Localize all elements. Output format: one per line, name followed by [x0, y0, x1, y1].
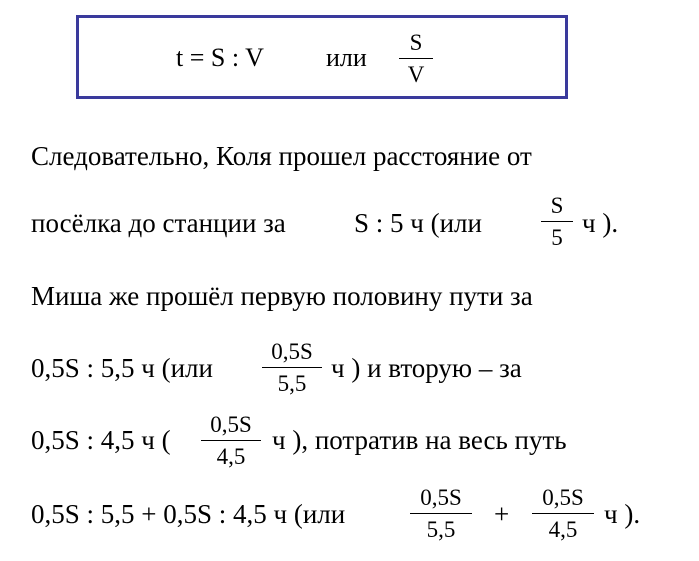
fraction-numerator: 0,5S [420, 485, 462, 510]
text-line-6-start: 0,5S : 5,5 + 0,5S : 4,5 ч (или [31, 499, 346, 529]
fraction-denominator: 5,5 [426, 517, 456, 542]
fraction-numerator: 0,5S [542, 485, 584, 510]
formula-box [76, 15, 568, 99]
line-6-fraction-2 [532, 485, 594, 543]
line-4-fraction [262, 339, 322, 397]
text-line-6-end: ч ). [604, 499, 641, 529]
plus-sign: + [494, 499, 510, 529]
fraction-denominator: 4,5 [548, 517, 578, 542]
text-line-2-start: посёлка до станции за [31, 208, 286, 238]
fraction-bar [399, 58, 433, 59]
fraction-numerator: S [409, 30, 423, 55]
text-line-2-expr: S : 5 ч (или [354, 208, 482, 238]
text-line-3: Миша же прошёл первую половину пути за [31, 281, 533, 311]
fraction-denominator: 4,5 [216, 444, 246, 469]
fraction-bar [201, 440, 261, 441]
fraction-bar [410, 513, 472, 514]
text-line-5-end: ч ), потратив на весь путь [272, 425, 567, 455]
fraction-denominator: 5 [551, 225, 563, 250]
text-line-4-start: 0,5S : 5,5 ч (или [31, 353, 213, 383]
fraction-bar [262, 367, 322, 368]
text-line-2-end: ч ). [582, 208, 619, 238]
line-5-fraction [201, 412, 261, 470]
line-6-fraction-1 [410, 485, 472, 543]
formula-or-word: или [326, 43, 367, 72]
text-line-5-start: 0,5S : 4,5 ч ( [31, 425, 171, 455]
formula-expression: t = S : V [176, 43, 264, 72]
fraction-denominator: V [407, 62, 425, 87]
fraction-denominator: 5,5 [277, 371, 307, 396]
fraction-numerator: S [550, 193, 564, 218]
fraction-numerator: 0,5S [210, 412, 252, 437]
fraction-bar [532, 513, 594, 514]
line-2-fraction [541, 193, 573, 251]
text-line-4-end: ч ) и вторую – за [331, 353, 522, 383]
fraction-bar [541, 221, 573, 222]
formula-fraction [399, 30, 433, 88]
fraction-numerator: 0,5S [271, 339, 313, 364]
text-line-1: Следовательно, Коля прошел расстояние от [31, 141, 532, 171]
